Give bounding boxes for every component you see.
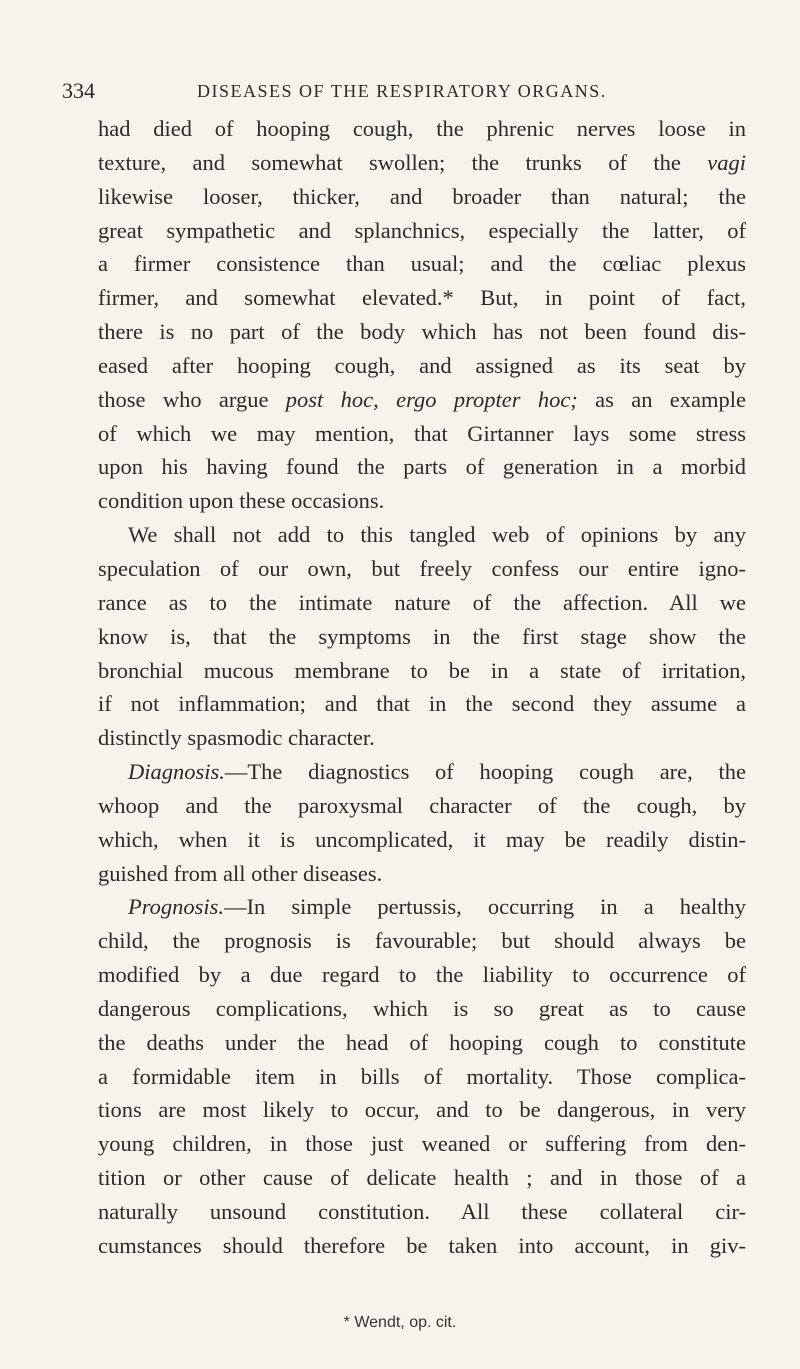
- text-segment: upon his having found the parts of generation in a morbid: [98, 454, 746, 480]
- text-line: [98, 620, 746, 654]
- text-line: [98, 823, 746, 857]
- text-line: [98, 789, 746, 823]
- text-segment: dangerous complications, which is so great as to cause: [98, 995, 746, 1021]
- text-segment: there is no part of the body which has not been found dis-: [98, 319, 746, 345]
- text-segment: young children, in those just weaned or suffering from den-: [98, 1131, 746, 1157]
- text-line: [98, 112, 746, 146]
- text-segment: great sympathetic and splanchnics, especially the latter, of: [98, 217, 746, 243]
- body-text: [98, 112, 746, 1263]
- text-segment: rance as to the intimate nature of the affection. All we: [98, 589, 746, 615]
- text-line: [98, 349, 746, 383]
- text-segment: if not inflammation; and that in the second they assume a: [98, 691, 746, 717]
- text-line: [98, 755, 746, 789]
- running-title: DISEASES OF THE RESPIRATORY ORGANS.: [197, 81, 607, 101]
- text-segment: had died of hooping cough, the phrenic nerves loose in: [98, 116, 746, 141]
- text-segment: eased after hooping cough, and assigned as its seat by: [98, 352, 746, 378]
- text-segment: —In simple pertussis, occurring in a healthy: [224, 894, 746, 920]
- running-header: [62, 78, 752, 108]
- text-line: [98, 417, 746, 451]
- text-line: [98, 180, 746, 214]
- text-segment: tions are most likely to occur, and to be dangerous, in very: [98, 1097, 746, 1123]
- text-segment: condition upon these occasions.: [98, 488, 385, 514]
- text-segment: likewise looser, thicker, and broader than natural; the: [98, 183, 746, 209]
- text-line: [98, 146, 746, 180]
- text-segment: bronchial mucous membrane to be in a state of irritation,: [98, 657, 746, 683]
- text-line: [98, 383, 746, 417]
- text-segment: naturally unsound constitution. All these collateral cir-: [98, 1199, 746, 1224]
- text-segment: modified by a due regard to the liability to occurrence of: [98, 962, 746, 988]
- text-line: [98, 586, 746, 620]
- text-segment: —The diagnostics of hooping cough are, the: [224, 759, 746, 785]
- text-line: [98, 247, 746, 281]
- text-line: [98, 1161, 746, 1195]
- text-segment: child, the prognosis is favourable; but should always be: [98, 928, 746, 954]
- text-line: [98, 315, 746, 349]
- text-segment: a formidable item in bills of mortality. Those complica-: [98, 1063, 746, 1089]
- text-segment: those who argue: [98, 386, 286, 412]
- text-line: [98, 654, 746, 688]
- italic-text: Prognosis.: [128, 894, 225, 920]
- text-segment: guished from all other diseases.: [98, 860, 383, 886]
- text-line: [98, 890, 746, 924]
- text-line: [98, 721, 746, 755]
- text-segment: a firmer consistence than usual; and the cœliac plexus: [98, 251, 746, 277]
- text-line: [98, 552, 746, 586]
- text-segment: the deaths under the head of hooping cough to constitute: [98, 1029, 746, 1055]
- text-segment: tition or other cause of delicate health ; and in those of a: [98, 1165, 746, 1191]
- text-segment: texture, and somewhat swollen; the trunks of the: [98, 149, 708, 175]
- text-line: [98, 281, 746, 315]
- text-segment: distinctly spasmodic character.: [98, 725, 375, 751]
- text-line: [98, 1093, 746, 1127]
- text-line: [98, 214, 746, 248]
- text-line: [98, 518, 746, 552]
- footnote: * Wendt, op. cit.: [343, 1314, 457, 1331]
- italic-text: vagi: [707, 149, 746, 175]
- text-line: [98, 484, 746, 518]
- text-line: [98, 958, 746, 992]
- italic-text: Diagnosis.: [128, 759, 225, 785]
- text-segment: which, when it is uncomplicated, it may be readily distin-: [98, 826, 746, 852]
- text-segment: speculation of our own, but freely confess our entire igno-: [98, 555, 746, 581]
- text-line: [98, 1195, 746, 1229]
- text-line: [98, 857, 746, 891]
- text-line: [98, 1026, 746, 1060]
- italic-text: post hoc, ergo propter hoc;: [285, 386, 578, 412]
- text-line: [98, 992, 746, 1026]
- text-line: [98, 1060, 746, 1094]
- text-segment: firmer, and somewhat elevated.* But, in point of fact,: [98, 285, 746, 311]
- text-line: [98, 450, 746, 484]
- text-line: [98, 687, 746, 721]
- text-line: [98, 1229, 746, 1263]
- text-segment: whoop and the paroxysmal character of the cough, by: [98, 792, 746, 818]
- text-segment: as an example: [577, 386, 746, 412]
- page-number: 334: [62, 78, 95, 103]
- text-line: [98, 1127, 746, 1161]
- text-segment: We shall not add to this tangled web of opinions by any: [128, 522, 746, 548]
- text-segment: cumstances should therefore be taken into account, in giv-: [98, 1232, 746, 1258]
- text-line: [98, 924, 746, 958]
- text-segment: of which we may mention, that Girtanner lays some stress: [98, 420, 746, 446]
- text-segment: know is, that the symptoms in the first stage show the: [98, 623, 746, 649]
